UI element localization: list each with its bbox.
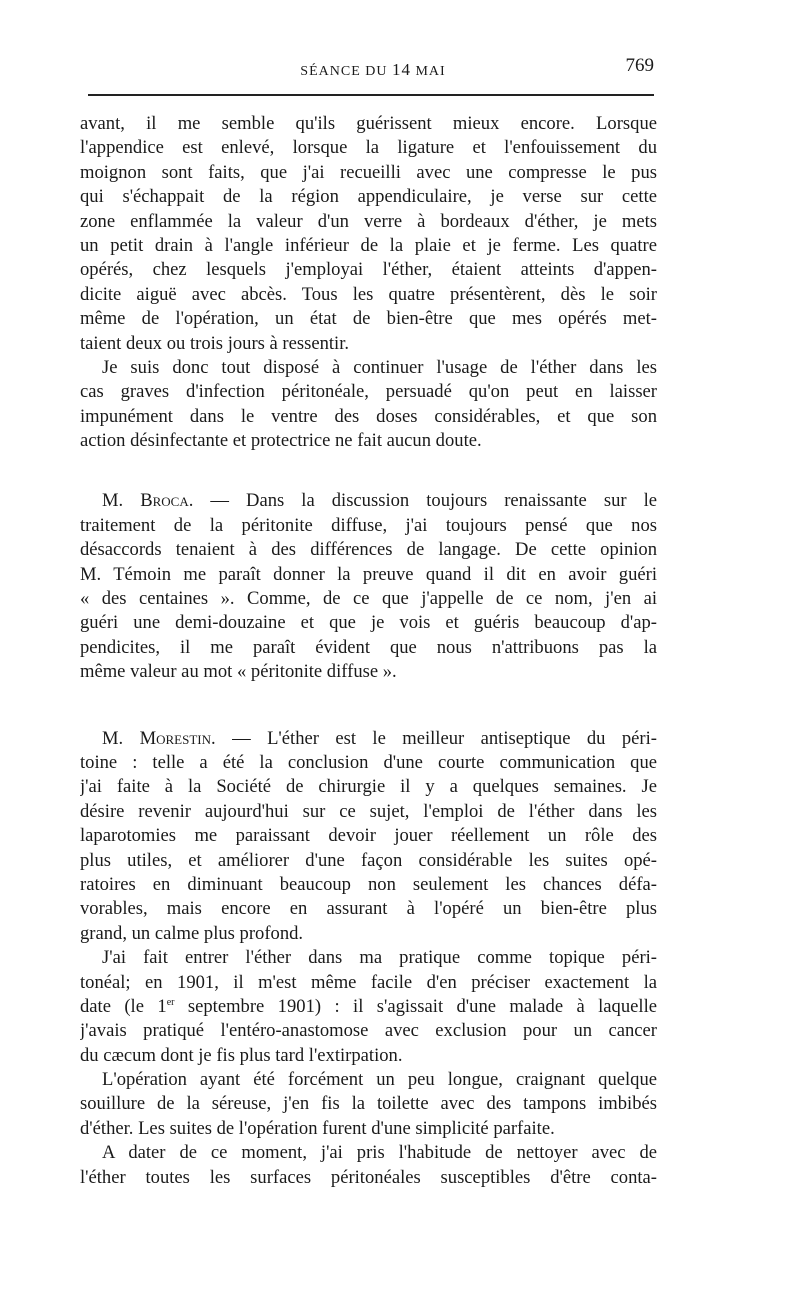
text-line: [80, 995, 657, 1019]
line-rest: . — Dans la discussion toujours renaissante sur le: [188, 490, 657, 512]
text-line: traitement de la péritonite diffuse, j'ai toujours pensé que nos: [80, 514, 657, 536]
paragraph-broca: [80, 489, 657, 684]
text-line: action désinfectante et protectrice ne fait aucun doute.: [80, 430, 482, 452]
page-number: 769: [625, 55, 654, 76]
text-line: vorables, mais encore en assurant à l'opéré un bien-être plus: [80, 898, 657, 920]
text-line: guéri une demi-douzaine et que je vois et guéris beaucoup d'ap-: [80, 612, 657, 634]
text-line: [80, 489, 657, 513]
speaker-prefix: M.: [102, 727, 140, 749]
text-line: L'opération ayant été forcément un peu longue, craignant quelque: [102, 1069, 657, 1091]
text-line: taient deux ou trois jours à ressentir.: [80, 332, 350, 354]
text-line: impunément dans le ventre des doses considérables, et que son: [80, 405, 657, 427]
text-line: avant, il me semble qu'ils guérissent mieux encore. Lorsque: [80, 113, 657, 134]
title-suffix: MAI: [410, 64, 446, 79]
text-line: tonéal; en 1901, il m'est même facile d'en préciser exactement la: [80, 971, 657, 993]
speaker-name: Broca: [140, 490, 189, 512]
text-line: plus utiles, et améliorer d'une façon considérable les suites opé-: [80, 849, 657, 871]
ordinal-superscript: er: [166, 996, 175, 1008]
text-line: même valeur au mot « péritonite diffuse ».: [80, 661, 397, 683]
text-line: opérés, chez lesquels j'employai l'éther, étaient atteints d'appen-: [80, 259, 657, 281]
text-line: zone enflammée la valeur d'un verre à bordeaux d'éther, je mets: [80, 210, 657, 232]
section-gap: [80, 453, 657, 489]
text-line: j'ai faite à la Société de chirurgie il y a quelques semaines. Je: [80, 776, 657, 798]
text-line: « des centaines ». Comme, de ce que j'appelle de ce nom, j'en ai: [80, 588, 657, 610]
text-line: Je suis donc tout disposé à continuer l'usage de l'éther dans les: [102, 356, 657, 378]
body-text: [80, 112, 657, 1190]
header-rule: [88, 94, 654, 96]
text-line: pendicites, il me paraît évident que nous n'attribuons pas la: [80, 636, 657, 658]
text-line: l'appendice est enlevé, lorsque la ligature et l'enfouissement du: [80, 137, 657, 159]
text-line: du cæcum dont je fis plus tard l'extirpation.: [80, 1044, 403, 1066]
text-line: J'ai fait entrer l'éther dans ma pratique comme topique péri-: [102, 947, 657, 969]
text-line: d'éther. Les suites de l'opération furent d'une simplicité parfaite.: [80, 1117, 555, 1139]
paragraph-morestin: [80, 727, 657, 947]
paragraph-6: [80, 1068, 657, 1141]
section-gap: [80, 685, 657, 727]
line-rest: septembre 1901) : il s'agissait d'une malade à laquelle: [174, 995, 657, 1017]
line-rest: . — L'éther est le meilleur antiseptique du péri-: [211, 727, 657, 749]
paragraph-2: [80, 356, 657, 454]
text-line: j'avais pratiqué l'entéro-anastomose avec exclusion pour un cancer: [80, 1020, 657, 1042]
text-line: qui s'échappait de la région appendiculaire, je verse sur cette: [80, 186, 657, 208]
text-line: M. Témoin me paraît donner la preuve quand il dit en avoir guéri: [80, 563, 657, 585]
text-line: [80, 727, 657, 751]
running-head: [88, 55, 658, 81]
text-line: grand, un calme plus profond.: [80, 922, 304, 944]
text-line: l'éther toutes les surfaces péritonéales susceptibles d'être conta-: [80, 1166, 657, 1188]
title-day: 14: [391, 60, 411, 79]
paragraph-7: [80, 1141, 657, 1190]
text-line: désire revenir aujourd'hui sur ce sujet, l'emploi de l'éther dans les: [80, 800, 657, 822]
speaker-prefix: M.: [102, 490, 141, 512]
text-line: un petit drain à l'angle inférieur de la plaie et je ferme. Les quatre: [80, 234, 657, 256]
speaker-name: Morestin: [139, 727, 212, 749]
line-start: date (le 1: [80, 995, 167, 1017]
text-line: dicite aiguë avec abcès. Tous les quatre présentèrent, dès le soir: [80, 283, 657, 305]
text-line: A dater de ce moment, j'ai pris l'habitude de nettoyer avec de: [102, 1142, 657, 1164]
text-line: souillure de la séreuse, j'en fis la toilette avec des tampons imbibés: [80, 1093, 657, 1115]
text-line: désaccords tenaient à des différences de langage. De cette opinion: [80, 539, 657, 561]
title-prefix: SÉANCE DU: [300, 64, 392, 79]
text-line: même de l'opération, un état de bien-être que mes opérés met-: [80, 308, 657, 330]
running-title: [88, 60, 658, 80]
text-line: laparotomies me paraissant devoir jouer réellement un rôle des: [80, 825, 657, 847]
text-line: moignon sont faits, que j'ai recueilli avec une compresse le pus: [80, 161, 657, 183]
text-line: ratoires en diminuant beaucoup non seulement les chances défa-: [80, 873, 657, 895]
text-line: cas graves d'infection péritonéale, persuadé qu'on peut en laisser: [80, 381, 657, 403]
paragraph-1: [80, 112, 657, 356]
text-line: toine : telle a été la conclusion d'une courte communication que: [80, 751, 657, 773]
paragraph-5: [80, 946, 657, 1068]
